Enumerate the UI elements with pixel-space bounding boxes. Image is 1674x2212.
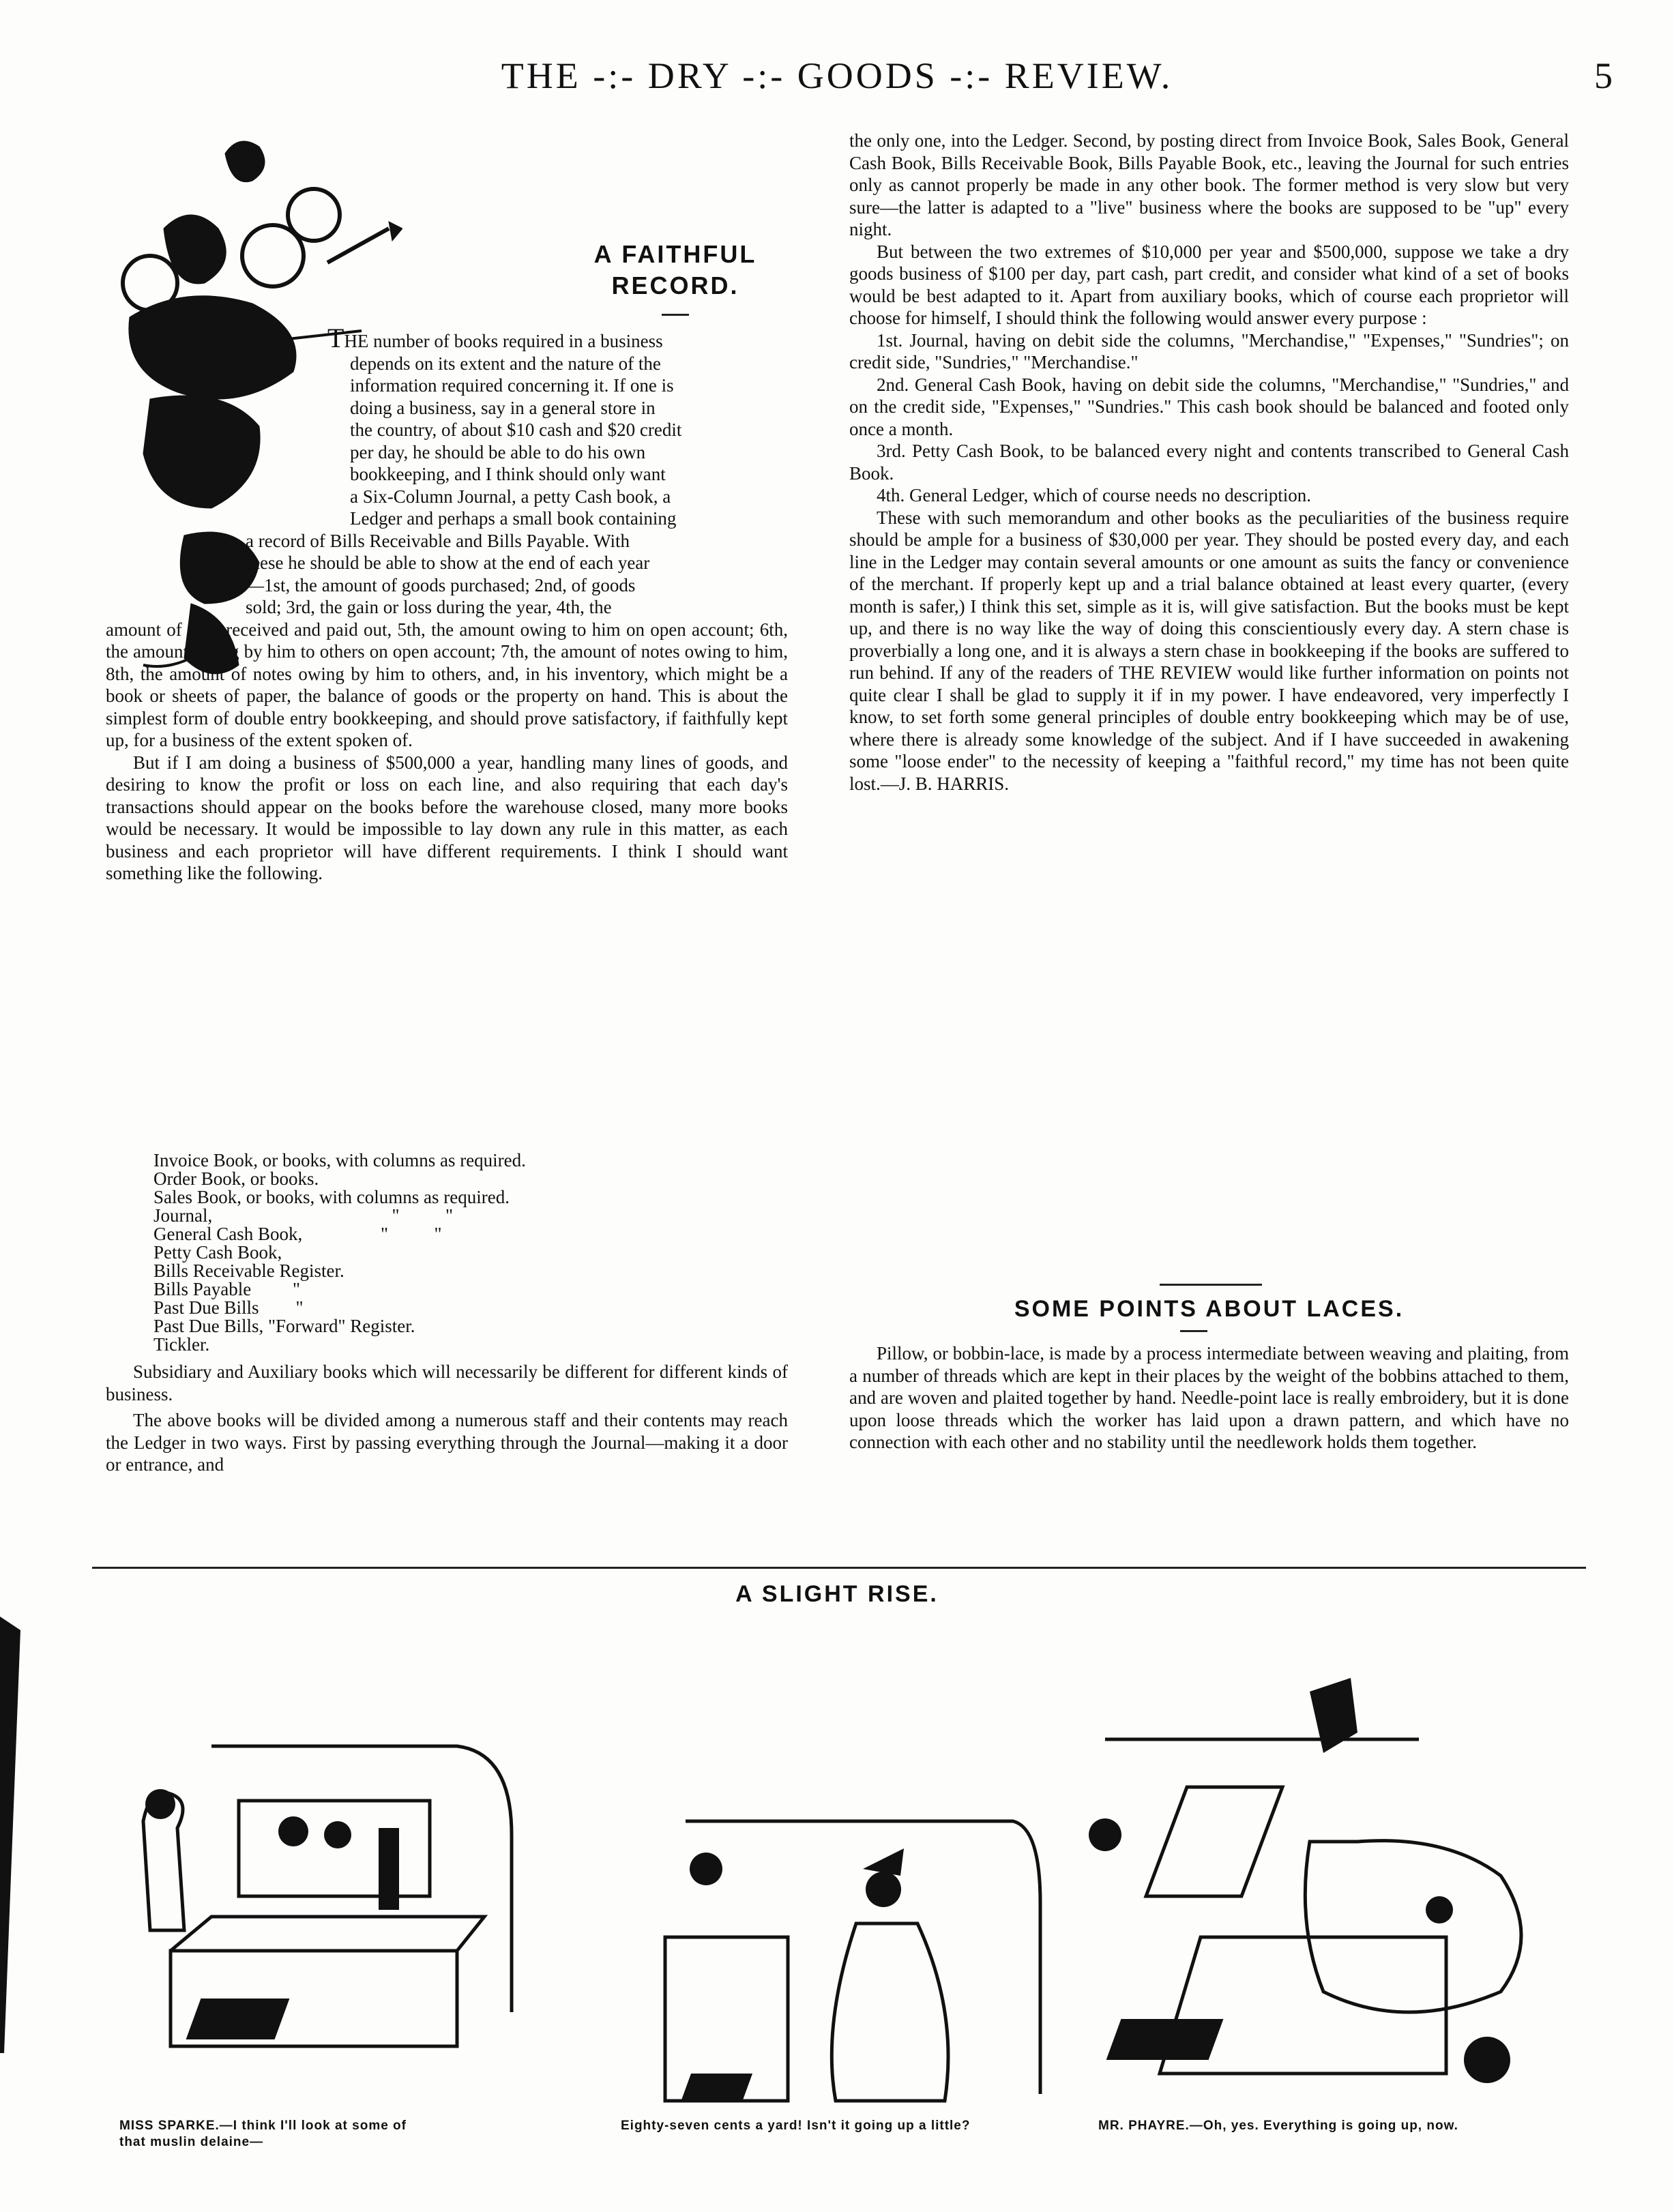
paragraph: 3rd. Petty Cash Book, to be balanced every night and contents transcribed to General Cash Book. — [849, 441, 1569, 484]
paragraph: 4th. General Ledger, which of course needs no description. — [877, 485, 1311, 505]
heading-rule — [662, 314, 689, 316]
text-line: a record of Bills Receivable and Bills Payable. With — [246, 530, 630, 551]
text-line: sold; 3rd, the gain or loss during the year, 4th, the — [246, 597, 612, 617]
book-list — [153, 1151, 526, 1354]
cartoon-caption-3: MR. PHAYRE.—Oh, yes. Everything is going up, now. — [1098, 2119, 1458, 2133]
paragraph: Subsidiary and Auxiliary books which will necessarily be different for different kinds of business. — [106, 1361, 788, 1404]
text-line: a Six-Column Journal, a petty Cash book, a — [350, 486, 671, 507]
cartoon-heading: A SLIGHT RISE. — [735, 1581, 939, 1607]
heading-line: A FAITHFUL — [593, 240, 757, 268]
article1-intro — [106, 323, 788, 885]
running-title: THE -:- DRY -:- GOODS -:- REVIEW. — [501, 55, 1173, 96]
paragraph: But between the two extremes of $10,000 per year and $500,000, suppose we take a dry goods business of $100 per day, part cash, part credit, and consider what kind of a set of books would be best adapted to it. Apart from auxiliary books, which of course each proprietor will choose for himself, I should think the following would answer every purpose : — [849, 241, 1569, 328]
list-item: Past Due Bills " — [153, 1297, 304, 1318]
article-heading-laces: SOME POINTS ABOUT LACES. — [1014, 1296, 1405, 1322]
list-item: Order Book, or books. — [153, 1168, 319, 1189]
cartoon-caption-2: Eighty-seven cents a yard! Isn't it going up a little? — [621, 2119, 971, 2133]
list-item: Past Due Bills, "Forward" Register. — [153, 1316, 415, 1336]
list-item: Petty Cash Book, — [153, 1242, 282, 1263]
list-item: Sales Book, or books, with columns as required. — [153, 1187, 510, 1207]
heading-rule — [1180, 1330, 1207, 1332]
article1-closing-left — [106, 1361, 788, 1476]
text-line: Ledger and perhaps a small book containing — [350, 508, 677, 529]
heading-line: RECORD. — [611, 271, 739, 299]
paragraph: the only one, into the Ledger. Second, by posting direct from Invoice Book, Sales Book, General Cash Book, Bills Receivable Book, Bills Payable Book, etc., leaving the Journal for such entries only as cannot properly be made in any other book. The former method is very slow but very sure—the latter is adapted to a "live" business where the books are supposed to be "up" every night. — [849, 130, 1569, 239]
text-line: these he should be able to show at the end of each year — [246, 552, 650, 573]
cartoon-panel-3-illustration — [1064, 1651, 1562, 2108]
laces-body — [849, 1342, 1569, 1454]
text-line: depends on its extent and the nature of the — [350, 353, 661, 374]
page-number: 5 — [1594, 55, 1613, 96]
text-line: per day, he should be able to do his own — [350, 441, 646, 462]
drop-cap-line: THE number of books required in a business — [327, 323, 663, 353]
text-line: bookkeeping, and I think should only want — [350, 464, 666, 484]
paragraph: The above books will be divided among a numerous staff and their contents may reach the Ledger in two ways. First by passing everything through the Journal—making it a door or entrance, and — [106, 1410, 788, 1475]
list-item: Journal, " " — [153, 1205, 454, 1226]
running-head — [0, 55, 1674, 102]
paragraph: But if I am doing a business of $500,000 a year, handling many lines of goods, and desiring to know the profit or loss on each line, and also requiring that each day's transactions should appear on the books before the warehouse closed, many more books would be necessary. It would be impossible to lay down any rule in this matter, as each business and each proprietor will have different requirements. I think I should want something like the following. — [106, 752, 788, 883]
text-line: information required concerning it. If one is — [350, 375, 674, 396]
paragraph: 1st. Journal, having on debit side the columns, "Merchandise," "Expenses," "Sundries"; on credit side, "Sundries," "Merchandise." — [849, 329, 1569, 372]
article-heading-faithful-record — [532, 239, 819, 316]
page-edge-mark — [0, 1617, 20, 2053]
right-column — [849, 130, 1569, 795]
paragraph: Pillow, or bobbin-lace, is made by a process intermediate between weaving and plaiting, from a number of threads which are kept in their places by the weight of the bobbins attached to them, and are woven and plaited together by hand. Needle-point lace is really embroidery, but it is done upon loose threads which the worker has laid upon a drawn pattern, and which have no connection with each other and no stability until the needlework holds them together. — [849, 1343, 1569, 1452]
text-line: doing a business, say in a general store in — [350, 397, 656, 418]
list-item: Bills Payable " — [153, 1279, 301, 1299]
cartoon-panel-1-illustration — [102, 1726, 553, 2108]
cartoon-caption-1: MISS SPARKE.—I think I'll look at some of that muslin delaine— — [119, 2119, 407, 2149]
divider-rule — [1160, 1284, 1262, 1286]
paragraph: 2nd. General Cash Book, having on debit side the columns, "Merchandise," "Sundries," and on the credit side, "Expenses," "Sundries." This cash book should be balanced and footed only once a month. — [849, 374, 1569, 439]
list-item: Invoice Book, or books, with columns as required. — [153, 1150, 526, 1170]
list-item: General Cash Book, " " — [153, 1224, 442, 1244]
paragraph: These with such memorandum and other books as the peculiarities of the business require should be ample for a business of $30,000 per year. They should be posted every day, and each line in the Ledger may contain several amounts or one amount as suits the fancy or convenience of the merchant. If properly kept up and a trial balance obtained at least every quarter, (every month is safer,) I think this set, simple as it is, will give satisfaction. But the books must be kept up, and there is no way like the way of doing this conscientiously every day. A stern chase is proverbially a long one, and it is always a stern chase in bookkeeping if the books are suffered to run behind. If any of the readers of THE REVIEW would like further information on points not quite clear I shall be glad to supply it if in my power. I have endeavored, very imperfectly I know, to set forth some general principles of double entry bookkeeping which may be of use, where there is already some knowledge of the subject. And if I have succeeded in awakening some "loose ender" to the necessity of keeping a "faithful record," my time has not been quite lost.—J. B. HARRIS. — [849, 507, 1569, 794]
text-line: the country, of about $10 cash and $20 credit — [350, 419, 682, 440]
paragraph: amount of cash received and paid out, 5th, the amount owing to him on open account; 6th, the amount owing by him to others on open account; 7th, the amount of notes owing to him, 8th, the amount of notes owing by him to others, and, in his inventory, which might be a book or sheets of paper, the balance of goods or the property on hand. This is about the simplest form of double entry bookkeeping, and should prove satisfactory, if faithfully kept up, for a business of the extent spoken of. — [106, 619, 788, 750]
text-line: —1st, the amount of goods purchased; 2nd, of goods — [246, 574, 636, 595]
section-divider — [92, 1567, 1586, 1569]
cartoon-panel-2-illustration — [631, 1808, 1054, 2108]
list-item: Tickler. — [153, 1334, 210, 1355]
list-item: Bills Receivable Register. — [153, 1260, 344, 1281]
